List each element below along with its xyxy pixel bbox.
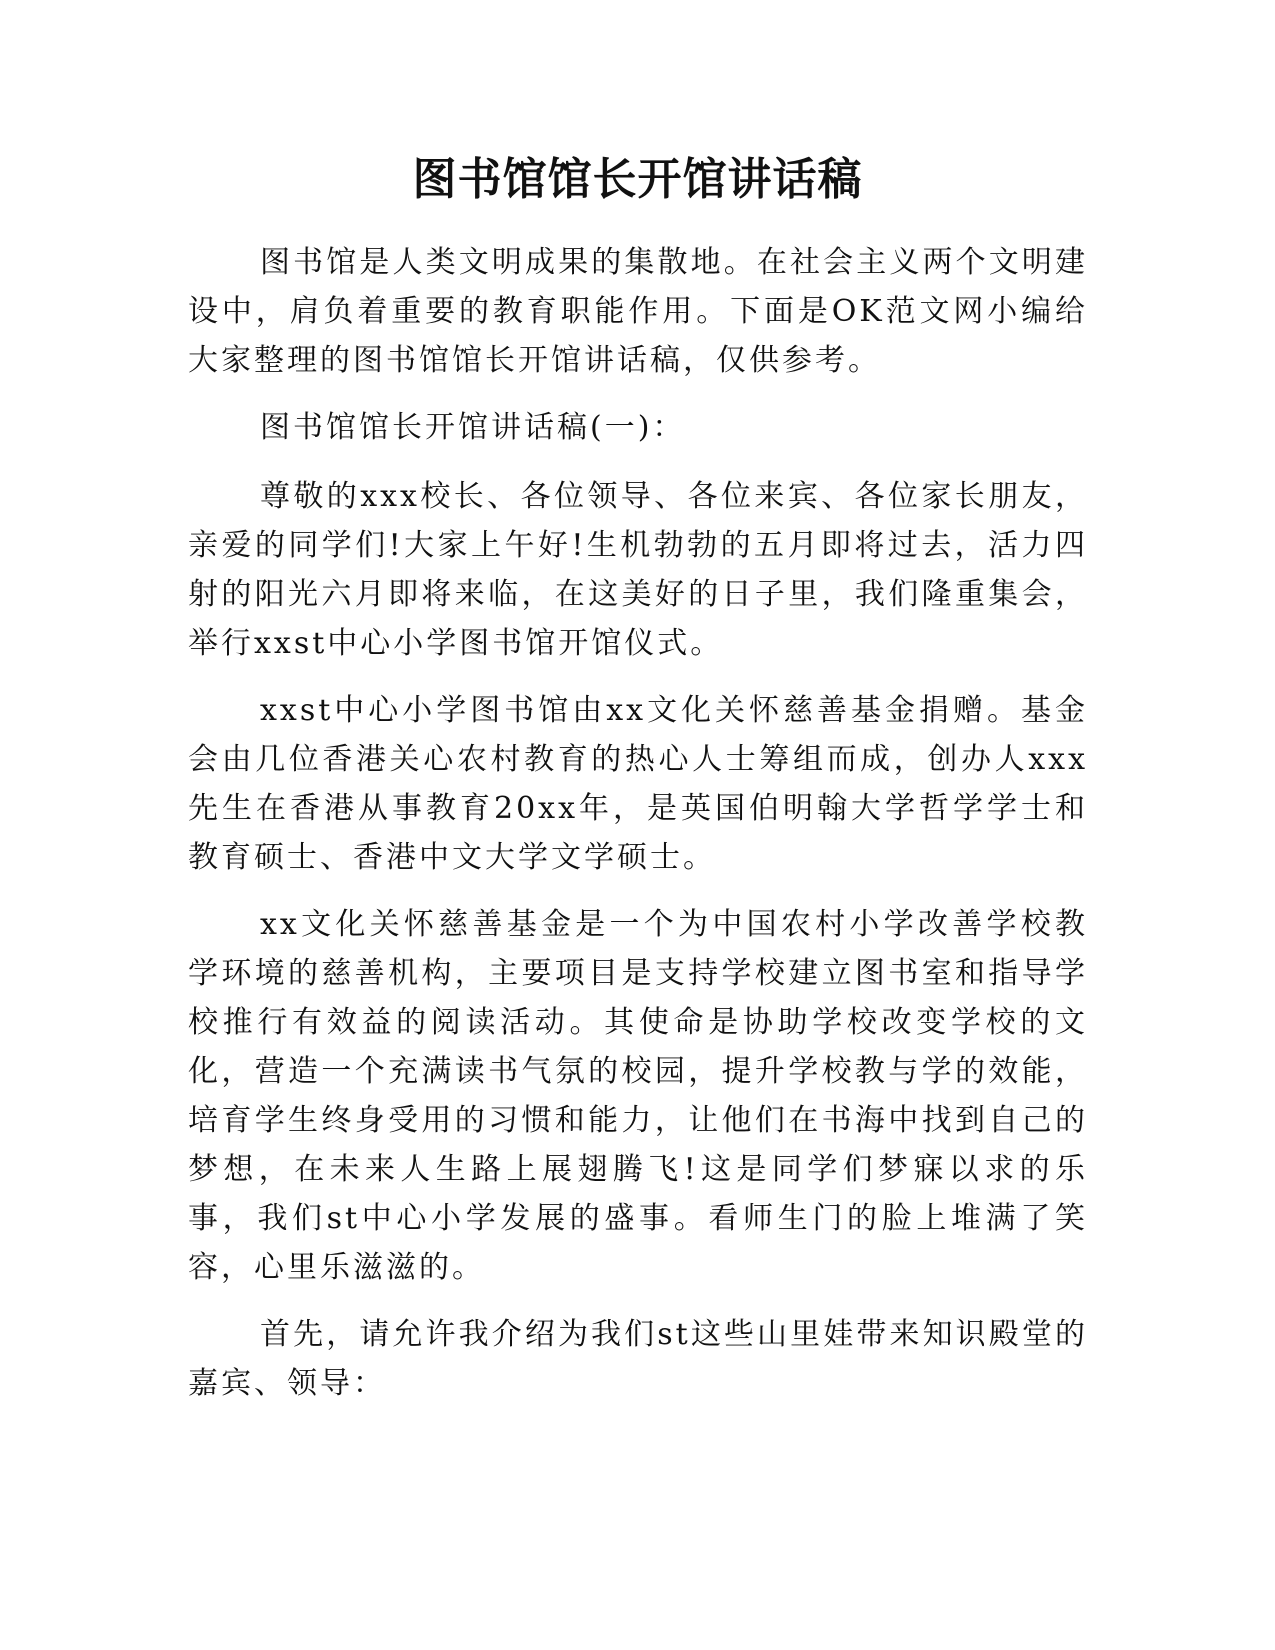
foundation-paragraph: xx文化关怀慈善基金是一个为中国农村小学改善学校教学环境的慈善机构，主要项目是支持学校建立图书室和指导学校推行有效益的阅读活动。其使命是协助学校改变学校的文化，营造一个充满读书气氛的校园，提升学校教与学的效能，培育学生终身受用的习惯和能力，让他们在书海中找到自己的梦想，在未来人生路上展翅腾飞!这是同学们梦寐以求的乐事，我们st中心小学发展的盛事。看师生门的脸上堆满了笑容，心里乐滋滋的。 (188, 907, 1088, 1285)
section-heading: 图书馆馆长开馆讲话稿(一)： (260, 410, 686, 445)
library-donation-paragraph: xxst中心小学图书馆由xx文化关怀慈善基金捐赠。基金会由几位香港关心农村教育的热心人士筹组而成，创办人xxx先生在香港从事教育20xx年，是英国伯明翰大学哲学学士和教育硕士、香港中文大学文学硕士。 (188, 693, 1088, 875)
greeting-paragraph: 尊敬的xxx校长、各位领导、各位来宾、各位家长朋友，亲爱的同学们!大家上午好!生机勃勃的五月即将过去，活力四射的阳光六月即将来临，在这美好的日子里，我们隆重集会，举行xxst中心小学图书馆开馆仪式。 (188, 479, 1088, 661)
document-title: 图书馆馆长开馆讲话稿 (412, 154, 863, 205)
intro-paragraph: 图书馆是人类文明成果的集散地。在社会主义两个文明建设中，肩负着重要的教育职能作用。下面是OK范文网小编给大家整理的图书馆馆长开馆讲话稿，仅供参考。 (188, 245, 1088, 378)
introduction-guests-paragraph: 首先，请允许我介绍为我们st这些山里娃带来知识殿堂的嘉宾、领导： (188, 1317, 1088, 1401)
document-body (188, 238, 1088, 1426)
